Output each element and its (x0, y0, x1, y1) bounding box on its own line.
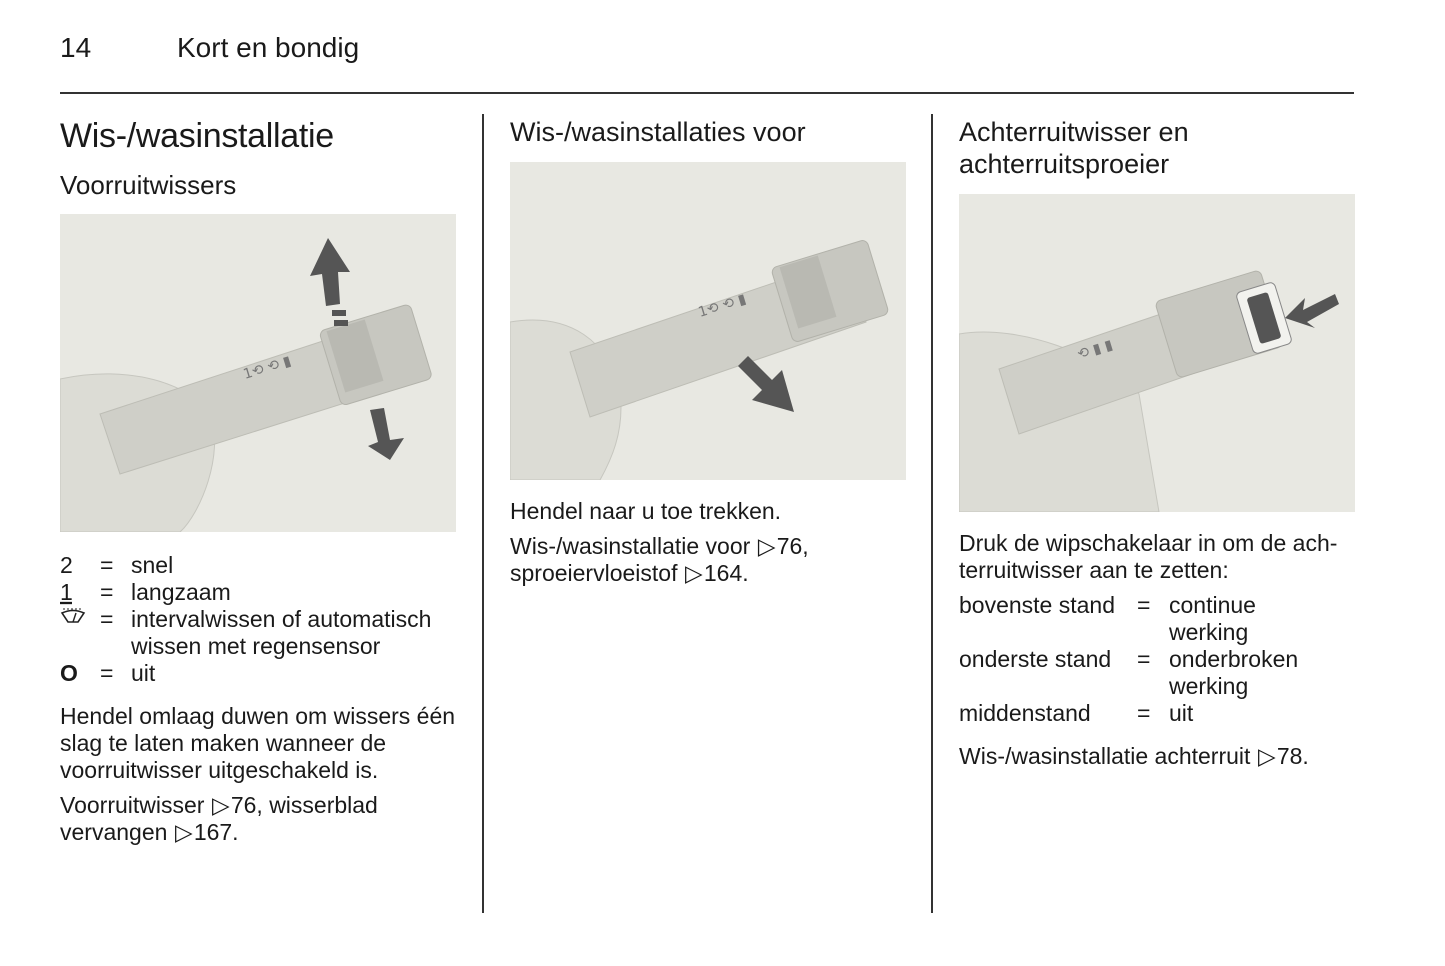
position-value: uit (1169, 700, 1194, 726)
subheading-front-wipers: Voorruitwissers (60, 170, 237, 200)
ref-label: Wis-/wasinstallatie voor (510, 533, 751, 559)
column-rear-wiper (959, 114, 1359, 770)
position-value: continue werking (1169, 592, 1256, 645)
wiper-stalk-illustration-2 (510, 162, 906, 480)
legend-equals: = (100, 660, 114, 686)
legend-row (60, 552, 460, 579)
legend-equals: = (100, 579, 114, 605)
instruction-text: Hendel omlaag duwen om wissers één slag te laten maken wanneer de voorruitwisser uitgeschakeld is. (60, 703, 456, 783)
legend-row (60, 660, 460, 687)
position-equals: = (1137, 700, 1151, 726)
legend-symbol: 1 (60, 579, 73, 605)
column-windshield-wipers (60, 114, 460, 846)
legend-text: langzaam (131, 579, 231, 605)
position-label: bovenste stand (959, 592, 1116, 618)
legend-row (60, 606, 460, 660)
wiper-speed-legend (60, 552, 460, 687)
position-label: middenstand (959, 700, 1091, 726)
page-reference-icon: ▷ (211, 792, 230, 818)
heading-line: achterruitsproeier (959, 149, 1170, 179)
instruction-line: terruitwisser aan te zetten: (959, 557, 1229, 583)
position-label: onderste stand (959, 646, 1112, 672)
cross-reference (510, 533, 910, 587)
position-row (959, 700, 1319, 727)
ref-page: 167. (193, 819, 239, 845)
heading-line: Achterruitwisser en (959, 117, 1189, 147)
column-front-washer (510, 114, 910, 587)
position-value: onderbroken werking (1169, 646, 1299, 699)
rear-wiper-stalk-illustration (959, 194, 1355, 512)
heading-front-washer: Wis-/wasinstallaties voor (510, 117, 806, 147)
legend-equals: = (100, 606, 114, 632)
position-equals: = (1137, 592, 1151, 618)
svg-text:1⟲ ⟲ ▮: 1⟲ ⟲ ▮ (241, 353, 294, 383)
legend-row (60, 579, 460, 606)
ref-page: 164. (703, 560, 749, 586)
legend-symbol: 2 (60, 552, 73, 578)
column-divider (482, 114, 484, 913)
page-reference-icon: ▷ (1257, 743, 1276, 769)
ref-label: sproeiervloeistof (510, 560, 678, 586)
main-heading: Wis-/wasinstallatie (60, 117, 334, 155)
ref-label: Voorruitwisser (60, 792, 205, 818)
cross-reference (60, 792, 460, 846)
switch-position-table (959, 592, 1319, 727)
wiper-stalk-illustration-1 (60, 214, 456, 532)
ref-page: 78. (1276, 743, 1309, 769)
svg-text:⟲ ▮ ▮: ⟲ ▮ ▮ (1075, 336, 1115, 363)
heading-rear-wiper (959, 116, 1359, 180)
instruction-text (959, 530, 1359, 584)
ref-label: vervangen (60, 819, 168, 845)
page-reference-icon: ▷ (174, 819, 193, 845)
page-header (60, 30, 1354, 94)
ref-page: 76, (776, 533, 809, 559)
section-title: Kort en bondig (177, 32, 360, 63)
instruction-line: Druk de wipschakelaar in om de ach- (959, 530, 1338, 556)
page-reference-icon: ▷ (757, 533, 776, 559)
legend-text: uit (131, 660, 156, 686)
cross-reference (959, 743, 1359, 770)
legend-text: snel (131, 552, 174, 578)
legend-equals: = (100, 552, 114, 578)
ref-page: 76, wisserblad (230, 792, 378, 818)
ref-label: Wis-/wasinstallatie achterruit (959, 743, 1251, 769)
position-row (959, 646, 1319, 700)
position-row (959, 592, 1319, 646)
interval-wiper-icon (60, 606, 100, 660)
legend-symbol: O (60, 660, 78, 686)
position-equals: = (1137, 646, 1151, 672)
page-number: 14 (60, 32, 92, 63)
column-divider (931, 114, 933, 913)
svg-text:1⟲ ⟲ ▮: 1⟲ ⟲ ▮ (696, 291, 749, 321)
legend-text: intervalwissen of automatisch wissen met regensensor (131, 606, 432, 659)
instruction-text: Hendel naar u toe trekken. (510, 498, 782, 524)
page-reference-icon: ▷ (685, 560, 703, 586)
